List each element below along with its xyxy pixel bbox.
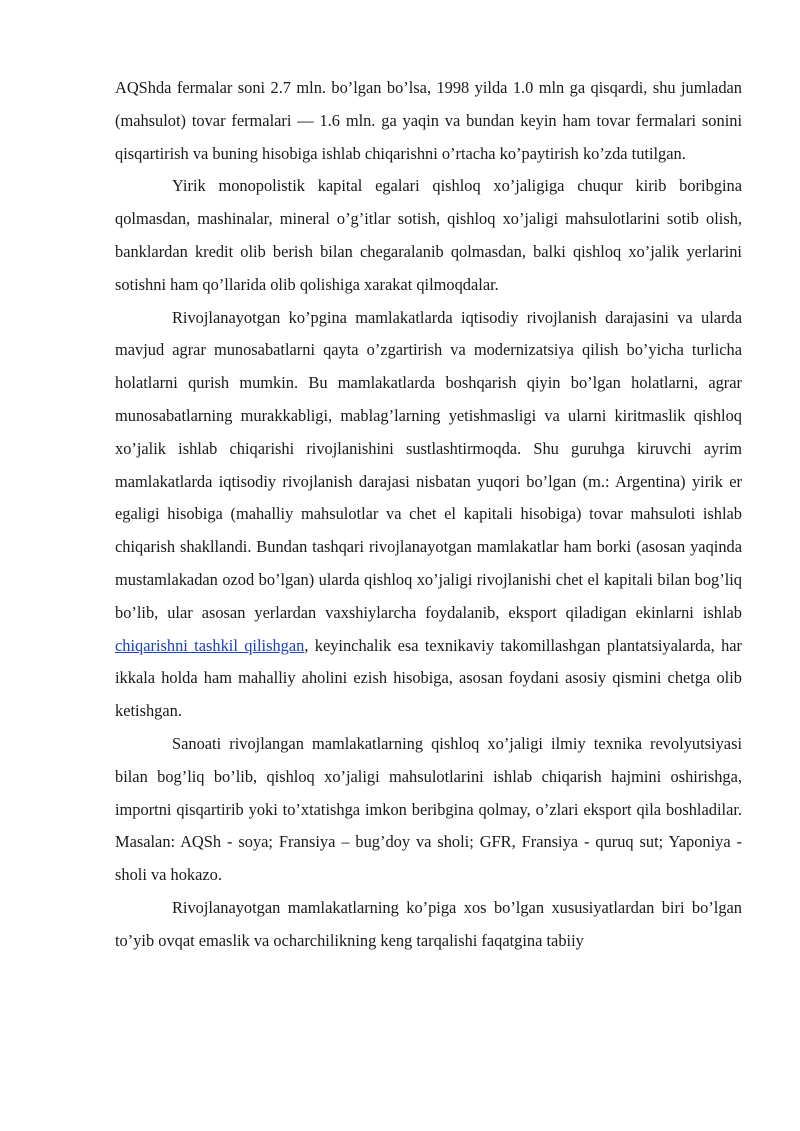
paragraph-monopolistic-capital: Yirik monopolistik kapital egalari qishloq xo’jaligiga chuqur kirib boribgina qolmasdan, mashinalar, mineral o’g’itlar sotish, qishloq xo’jaligi mahsulotlarini sotib olish, banklardan kredit olib berish bilan chegaralanib qolmasdan, balki qishloq xo’jalik yerlarini sotishni ham qo’llarida olib qolishiga xarakat qilmoqdalar. <box>115 176 742 294</box>
paragraph-industrial-countries: Sanoati rivojlangan mamlakatlarning qishloq xo’jaligi ilmiy texnika revolyutsiyasi bilan bog’liq bo’lib, qishloq xo’jaligi mahsulotlarini ishlab chiqarish hajmini oshirishga, importni qisqartirib yoki to’xtatishga imkon beribgina qolmay, o’zlari eksport qila boshladilar. Masalan: AQSh - soya; Fransiya – bug’doy va sholi; GFR, Fransiya - quruq sut; Yaponiya - sholi va hokazo. <box>115 733 742 885</box>
paragraph-developing-countries <box>115 302 742 728</box>
paragraph-farms: AQShda fermalar soni 2.7 mln. bo’lgan bo’lsa, 1998 yilda 1.0 mln ga qisqardi, shu jumladan (mahsulot) tovar fermalari — 1.6 mln. ga yaqin va bundan keyin ham tovar fermalari sonini qisqartirish va buning hisobiga ishlab chiqarishni o’rtacha ko’paytirish ko’zda tutilgan. <box>115 78 742 163</box>
document-page <box>115 72 742 958</box>
paragraph-text-before-link: Rivojlanayotgan ko’pgina mamlakatlarda iqtisodiy rivojlanish darajasini va ularda mavjud agrar munosabatlarni qayta o’zgartirish va modernizatsiya qilish bo’yicha turlicha holatlarni qurish mumkin. Bu mamlakatlarda boshqarish qiyin bo’lgan holatlarni, agrar munosabatlarning murakkabligi, mablag’larning yetishmasligi va ularni kiritmaslik qishloq xo’jalik ishlab chiqarishi rivojlanishini sustlashtirmoqda. Shu guruhga kiruvchi ayrim mamlakatlarda iqtisodiy rivojlanish darajasi nisbatan yuqori bo’lgan (m.: Argentina) yirik er egaligi hisobiga (mahalliy mahsulotlar va chet el kapitali hisobiga) tovar mahsuloti ishlab chiqarish shakllandi. Bundan tashqari rivojlanayotgan mamlakatlar ham borki (asosan yaqinda mustamlakadan ozod bo’lgan) ularda qishloq xo’jaligi rivojlanishi chet el kapitali bilan bog’liq bo’lib, ular asosan yerlardan vaxshiylarcha foydalanib, eksport qiladigan ekinlarni ishlab <box>115 307 742 622</box>
paragraph-food-shortage: Rivojlanayotgan mamlakatlarning ko’piga xos bo’lgan xususiyatlardan biri bo’lgan to’yib ovqat emaslik va ocharchilikning keng tarqalishi faqatgina tabiiy <box>115 897 742 950</box>
inline-link[interactable]: chiqarishni tashkil qilishgan <box>115 635 305 655</box>
paragraph-text-after-link: , keyinchalik esa texnikaviy takomillashgan plantatsiyalarda, har ikkala holda ham mahalliy aholini ezish hisobiga, asosan foydani asosiy qismini chetga olib ketishgan. <box>115 635 743 721</box>
